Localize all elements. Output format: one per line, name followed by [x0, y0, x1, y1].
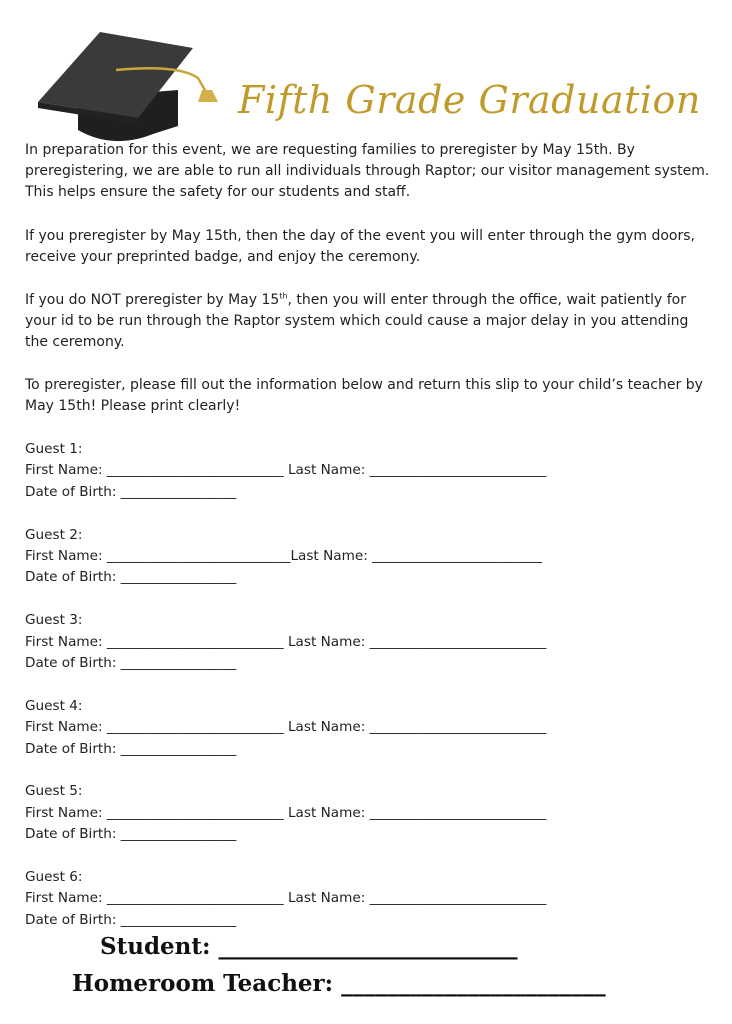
guest-label: Guest 4: — [25, 697, 83, 714]
name-fields[interactable]: First Name: __________________________ Last Name: __________________________ — [25, 719, 547, 736]
dob-field[interactable]: Date of Birth: _________________ — [25, 569, 237, 586]
guest-block — [25, 525, 725, 589]
guest-block — [25, 781, 725, 845]
guest-list — [25, 439, 725, 953]
dob-field[interactable]: Date of Birth: _________________ — [25, 911, 237, 928]
guest-block — [25, 696, 725, 760]
p3-superscript: th — [279, 291, 288, 301]
guest-block — [25, 439, 725, 503]
intro-paragraph: In preparation for this event, we are requesting families to preregister by May 15th. By preregistering, we are able to run all individuals through Raptor; our visitor management system. This helps ensure the safety for our students and staff. — [25, 142, 710, 200]
guest-label: Guest 1: — [25, 441, 83, 457]
name-fields[interactable]: First Name: __________________________ Last Name: __________________________ — [25, 633, 547, 650]
dob-field[interactable]: Date of Birth: _________________ — [25, 740, 237, 757]
name-fields[interactable]: First Name: __________________________ Last Name: __________________________ — [25, 890, 547, 907]
graduation-cap-icon — [38, 30, 228, 150]
name-fields[interactable]: First Name: __________________________ Last Name: __________________________ — [25, 804, 547, 821]
instructions-paragraph: To preregister, please fill out the information below and return this slip to your child’s teacher by May 15th! Please print clearly! — [25, 377, 703, 414]
p3-start: If you do NOT preregister by May 15 — [25, 292, 280, 308]
dob-field[interactable]: Date of Birth: _________________ — [25, 826, 237, 843]
not-preregister-paragraph — [25, 290, 715, 353]
p3-end: , then you will enter through the office, wait patiently for your id to be run through the Raptor system which could cause a major delay in you attending the ceremony. — [25, 292, 689, 350]
guest-label: Guest 5: — [25, 783, 83, 800]
guest-label: Guest 2: — [25, 526, 83, 543]
guest-label: Guest 3: — [25, 612, 83, 629]
dob-field[interactable]: Date of Birth: _________________ — [25, 483, 237, 500]
homeroom-teacher-field[interactable]: Homeroom Teacher: _______________________ — [72, 970, 606, 997]
guest-label: Guest 6: — [25, 869, 83, 886]
name-fields[interactable]: First Name: __________________________ Last Name: __________________________ — [25, 462, 547, 479]
preregister-paragraph: If you preregister by May 15th, then the day of the event you will enter through the gym doors, receive your preprinted badge, and enjoy the ceremony. — [25, 228, 695, 265]
guest-block — [25, 610, 725, 674]
student-field[interactable]: Student: __________________________ — [100, 933, 518, 960]
page-title: Fifth Grade Graduation — [238, 78, 701, 122]
guest-block — [25, 867, 725, 931]
dob-field[interactable]: Date of Birth: _________________ — [25, 655, 237, 672]
name-fields[interactable]: First Name: ___________________________Last Name: _________________________ — [25, 548, 543, 565]
